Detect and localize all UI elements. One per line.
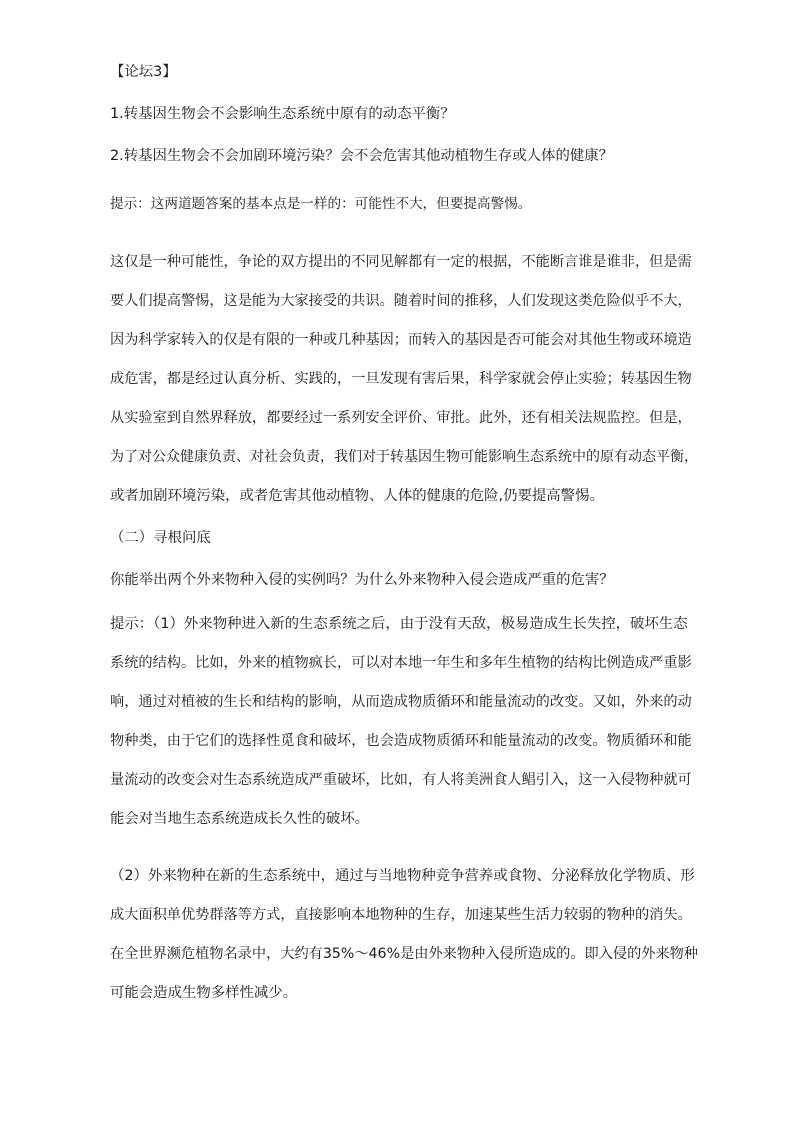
explanation-line: 从实验室到自然界释放，都要经过一系列安全评价、审批。此外，还有相关法规监控。但是， (110, 410, 692, 426)
explanation-line: 因为科学家转入的仅是有限的一种或几种基因；而转入的基因是否可能会对其他生物或环境造 (110, 332, 692, 348)
forum-hint: 提示：这两道题答案的基本点是一样的：可能性不大，但要提高警惕。 (110, 196, 532, 212)
answer-2-line: 可能会造成生物多样性减少。 (110, 985, 298, 1001)
explanation-line: 这仅是一种可能性，争论的双方提出的不同见解都有一定的根据，不能断言谁是谁非，但是需 (110, 254, 692, 270)
forum-heading: 【论坛3】 (110, 64, 177, 80)
answer-1-line: 响，通过对植被的生长和结构的影响，从而造成物质循环和能量流动的改变。又如，外来的动 (110, 694, 692, 710)
explanation-line: 要人们提高警惕，这是能为大家接受的共识。随着时间的推移，人们发现这类危险似乎不大， (110, 293, 692, 309)
answer-2-line: （2）外来物种在新的生态系统中，通过与当地物种竞争营养或食物、分泌释放化学物质、形 (110, 868, 695, 884)
explanation-line: 成危害，都是经过认真分析、实践的，一旦发现有害后果，科学家就会停止实验；转基因生物 (110, 371, 692, 387)
answer-1-line: 系统的结构。比如，外来的植物疯长，可以对本地一年生和多年生植物的结构比例造成严重影 (110, 655, 692, 671)
answer-1-line: 提示：（1）外来物种进入新的生态系统之后，由于没有天敌，极易造成生长失控，破坏生态 (110, 616, 688, 632)
inquiry-heading: （二）寻根问底 (110, 530, 211, 546)
inquiry-question: 你能举出两个外来物种入侵的实例吗？为什么外来物种入侵会造成严重的危害？ (110, 572, 614, 588)
explanation-line: 或者加剧环境污染，或者危害其他动植物、人体的健康的危险,仍要提高警惕。 (110, 488, 604, 504)
answer-2-line: 在全世界濒危植物名录中，大约有35%～46%是由外来物种入侵所造成的。即入侵的外来物种 (110, 946, 699, 962)
explanation-line: 为了对公众健康负责、对社会负责，我们对于转基因生物可能影响生态系统中的原有动态平衡， (110, 449, 698, 465)
answer-1-line: 能会对当地生态系统造成长久性的破坏。 (110, 811, 370, 827)
answer-1-line: 物种类，由于它们的选择性觅食和破坏，也会造成物质循环和能量流动的改变。物质循环和能 (110, 733, 692, 749)
forum-question-1: 1.转基因生物会不会影响生态系统中原有的动态平衡？ (110, 106, 455, 122)
answer-1-line: 量流动的改变会对生态系统造成严重破坏，比如，有人将美洲食人鲳引入，这一入侵物种就可 (110, 772, 692, 788)
answer-2-line: 成大面积单优势群落等方式，直接影响本地物种的生存，加速某些生活力较弱的物种的消失。 (110, 907, 692, 923)
forum-question-2: 2.转基因生物会不会加剧环境污染？会不会危害其他动植物生存或人体的健康？ (110, 148, 614, 164)
